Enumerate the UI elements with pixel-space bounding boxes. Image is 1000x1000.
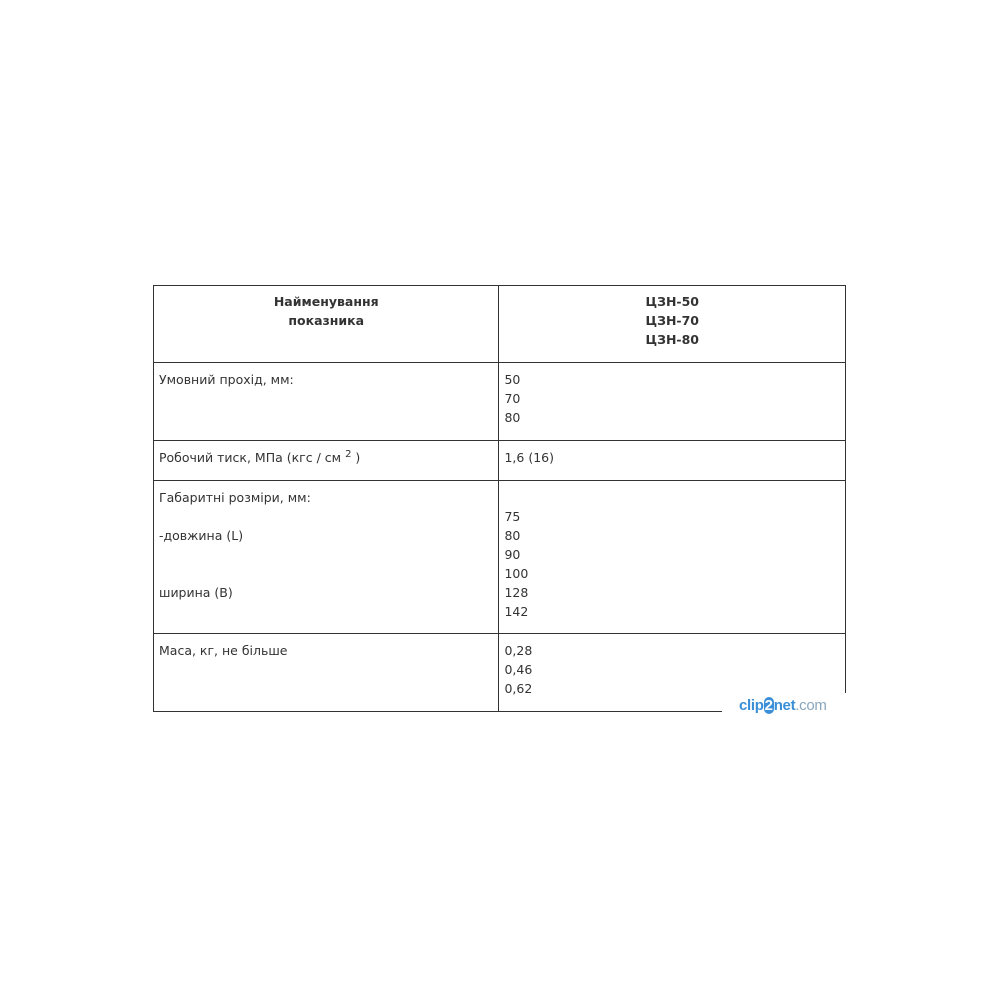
row-value: 142 bbox=[504, 604, 529, 620]
table-row bbox=[154, 481, 846, 634]
row-value-cell bbox=[499, 481, 846, 634]
row-value: 90 bbox=[504, 547, 521, 563]
header-text: ЦЗН-50 bbox=[645, 294, 699, 309]
row-label: -довжина (L) bbox=[159, 528, 244, 544]
watermark-dotcom: .com bbox=[795, 697, 827, 714]
row-label: Габаритні розміри, мм: bbox=[159, 490, 311, 506]
table-row bbox=[154, 441, 846, 481]
row-label: ширина (B) bbox=[159, 585, 233, 601]
header-text: Найменування bbox=[273, 294, 379, 309]
row-label-text: Робочий тиск, МПа (кгс / см bbox=[159, 450, 342, 466]
table-row bbox=[154, 362, 846, 441]
row-value: 0,62 bbox=[504, 681, 533, 697]
watermark-two: 2 bbox=[764, 697, 773, 714]
row-value: 0,28 bbox=[504, 643, 533, 659]
row-value: 80 bbox=[504, 409, 521, 425]
row-value-cell bbox=[499, 441, 846, 481]
row-value: 100 bbox=[504, 566, 529, 582]
header-cell-indicator bbox=[154, 286, 499, 363]
header-text: показника bbox=[288, 313, 365, 328]
row-value: 50 bbox=[504, 371, 521, 387]
spec-table bbox=[153, 285, 846, 712]
header-text: ЦЗН-70 bbox=[645, 313, 699, 328]
header-cell-models bbox=[499, 286, 846, 363]
table-header-row bbox=[154, 286, 846, 363]
row-value: 1,6 (16) bbox=[504, 450, 554, 466]
row-value-cell bbox=[499, 362, 846, 441]
row-value: 128 bbox=[504, 585, 529, 601]
row-value: 75 bbox=[504, 509, 521, 525]
row-value: 0,46 bbox=[504, 662, 533, 678]
clip2net-watermark bbox=[739, 697, 827, 714]
row-label-cell bbox=[154, 441, 499, 481]
row-value: 70 bbox=[504, 390, 521, 406]
row-label: Маса, кг, не більше bbox=[159, 643, 288, 659]
row-label: Умовний прохід, мм: bbox=[159, 371, 294, 387]
row-label-cell bbox=[154, 362, 499, 441]
row-label-tail: ) bbox=[355, 450, 361, 466]
header-text: ЦЗН-80 bbox=[645, 332, 699, 347]
superscript: 2 bbox=[345, 449, 352, 461]
spacer bbox=[159, 545, 498, 583]
row-value: 80 bbox=[504, 528, 521, 544]
row-label-cell bbox=[154, 481, 499, 634]
row-label-cell bbox=[154, 634, 499, 712]
watermark-clip: clip bbox=[739, 697, 764, 714]
spacer bbox=[159, 507, 498, 526]
watermark-net: net bbox=[773, 697, 796, 714]
row-label bbox=[159, 448, 498, 467]
